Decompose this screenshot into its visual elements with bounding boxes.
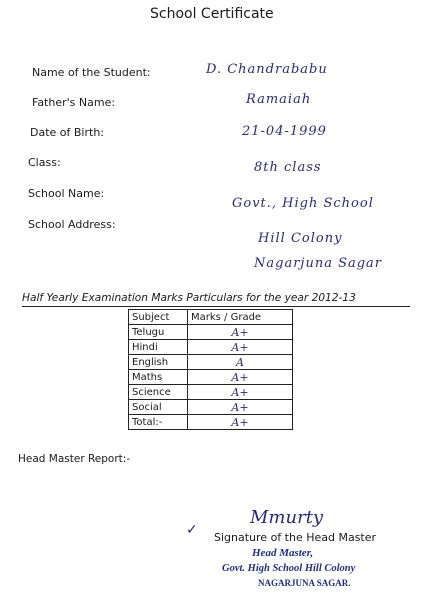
grade-cell: A+	[188, 415, 293, 430]
table-row	[129, 400, 293, 415]
marks-table	[128, 309, 293, 430]
subject-header: Subject	[129, 310, 188, 325]
grade-cell: A+	[188, 325, 293, 340]
school-address-value-line1: Hill Colony	[258, 231, 343, 246]
grade-cell: A+	[188, 340, 293, 355]
signature-label: Signature of the Head Master	[214, 531, 377, 544]
grade-header: Marks / Grade	[188, 310, 293, 325]
marks-heading: Half Yearly Examination Marks Particulars for the year 2012-13	[22, 292, 356, 304]
subject-cell: English	[129, 355, 188, 370]
handwritten-signature: Mmurty	[250, 507, 324, 528]
grade-cell: A+	[188, 370, 293, 385]
grade-cell: A+	[188, 385, 293, 400]
grade-cell: A	[188, 355, 293, 370]
document-title: School Certificate	[150, 6, 274, 22]
subject-cell: Maths	[129, 370, 188, 385]
subject-cell: Science	[129, 385, 188, 400]
stamp-line-1: Head Master,	[252, 547, 314, 559]
subject-cell: Hindi	[129, 340, 188, 355]
subject-cell: Telugu	[129, 325, 188, 340]
student-name-label: Name of the Student:	[32, 66, 151, 79]
table-header-row	[129, 310, 293, 325]
table-row	[129, 340, 293, 355]
table-row	[129, 355, 293, 370]
stamp-line-3: NAGARJUNA SAGAR.	[258, 578, 351, 588]
grade-cell: A+	[188, 400, 293, 415]
subject-cell: Total:-	[129, 415, 188, 430]
heading-underline	[22, 306, 410, 307]
school-name-value: Govt., High School	[232, 196, 374, 211]
table-row	[129, 325, 293, 340]
table-row	[129, 415, 293, 430]
father-name-value: Ramaiah	[246, 92, 312, 107]
dob-value: 21-04-1999	[242, 124, 327, 139]
school-name-label: School Name:	[28, 187, 105, 200]
school-address-label: School Address:	[28, 218, 116, 231]
tick-mark-icon: ✓	[186, 522, 198, 538]
stamp-line-2: Govt. High School Hill Colony	[222, 563, 356, 574]
class-label: Class:	[28, 156, 61, 169]
class-value: 8th class	[254, 160, 322, 175]
student-name-value: D. Chandrababu	[206, 62, 328, 77]
head-master-report-label: Head Master Report:-	[18, 453, 131, 465]
dob-label: Date of Birth:	[30, 126, 105, 139]
school-address-value-line2: Nagarjuna Sagar	[254, 256, 383, 271]
subject-cell: Social	[129, 400, 188, 415]
father-name-label: Father's Name:	[32, 96, 116, 109]
table-row	[129, 385, 293, 400]
table-row	[129, 370, 293, 385]
